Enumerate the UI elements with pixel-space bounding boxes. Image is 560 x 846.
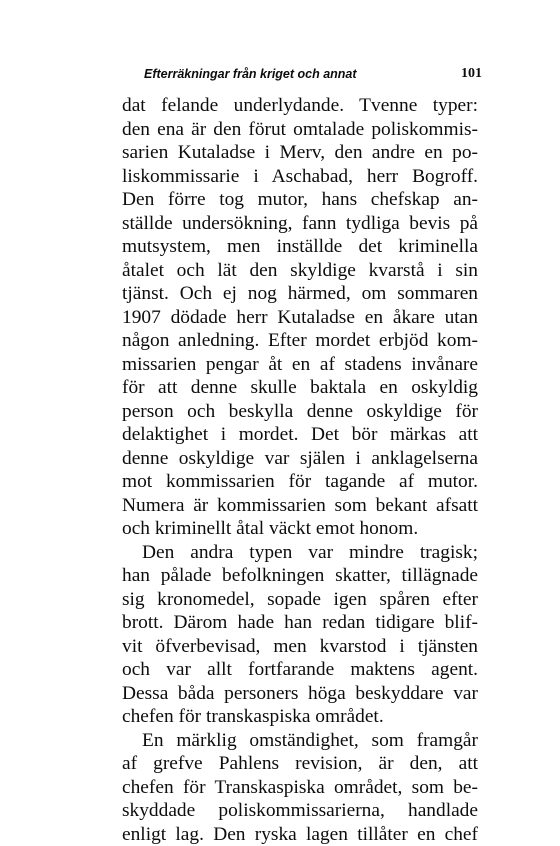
text-line: missarien pengar åt en af stadens invånare (122, 353, 478, 377)
text-line: han pålade befolkningen skatter, tillägnade (122, 564, 478, 588)
running-head (122, 64, 482, 84)
text-line: af grefve Pahlens revision, är den, att (122, 752, 478, 776)
text-line: delaktighet i mordet. Det bör märkas att (122, 423, 478, 447)
text-line: 1907 dödade herr Kutaladse en åkare utan (122, 306, 478, 330)
text-line: person och beskylla denne oskyldige för (122, 400, 478, 424)
text-line: Numera är kommissarien som bekant afsatt (122, 494, 478, 518)
text-line: enligt lag. Den ryska lagen tillåter en chef (122, 823, 478, 846)
running-title: Efterräkningar från kriget och annat (144, 64, 357, 84)
text-line: ställde undersökning, fann tydliga bevis på (122, 212, 478, 236)
text-line: chefen för Transkaspiska området, som be- (122, 776, 478, 800)
text-line: åtalet och lät den skyldige kvarstå i sin (122, 259, 478, 283)
paragraph-start-line: Den andra typen var mindre tragisk; (122, 541, 478, 565)
text-line: tjänst. Och ej nog härmed, om sommaren (122, 282, 478, 306)
body-text (122, 94, 478, 846)
text-line: den ena är den förut omtalade poliskommis- (122, 118, 478, 142)
text-line: sig kronomedel, sopade igen spåren efter (122, 588, 478, 612)
text-line: för att denne skulle baktala en oskyldig (122, 376, 478, 400)
text-line: sarien Kutaladse i Merv, den andre en po- (122, 141, 478, 165)
text-line: Dessa båda personers höga beskyddare var (122, 682, 478, 706)
text-line: mot kommissarien för tagande af mutor. (122, 470, 478, 494)
text-line: liskommissarie i Aschabad, herr Bogroff. (122, 165, 478, 189)
text-line: någon anledning. Efter mordet erbjöd kom- (122, 329, 478, 353)
paragraph-start-line: En märklig omständighet, som framgår (122, 729, 478, 753)
text-line: brott. Därom hade han redan tidigare blif- (122, 611, 478, 635)
text-line: denne oskyldige var själen i anklagelserna (122, 447, 478, 471)
text-line: dat felande underlydande. Tvenne typer: (122, 94, 478, 118)
paragraph-end-line: och kriminellt åtal väckt emot honom. (122, 517, 478, 541)
page-number: 101 (461, 64, 482, 84)
text-line: Den förre tog mutor, hans chefskap an- (122, 188, 478, 212)
text-line: skyddade poliskommissarierna, handlade (122, 799, 478, 823)
text-line: vit öfverbevisad, men kvarstod i tjänsten (122, 635, 478, 659)
paragraph-end-line: chefen för transkaspiska området. (122, 705, 478, 729)
text-line: och var allt fortfarande maktens agent. (122, 658, 478, 682)
text-line: mutsystem, men inställde det kriminella (122, 235, 478, 259)
